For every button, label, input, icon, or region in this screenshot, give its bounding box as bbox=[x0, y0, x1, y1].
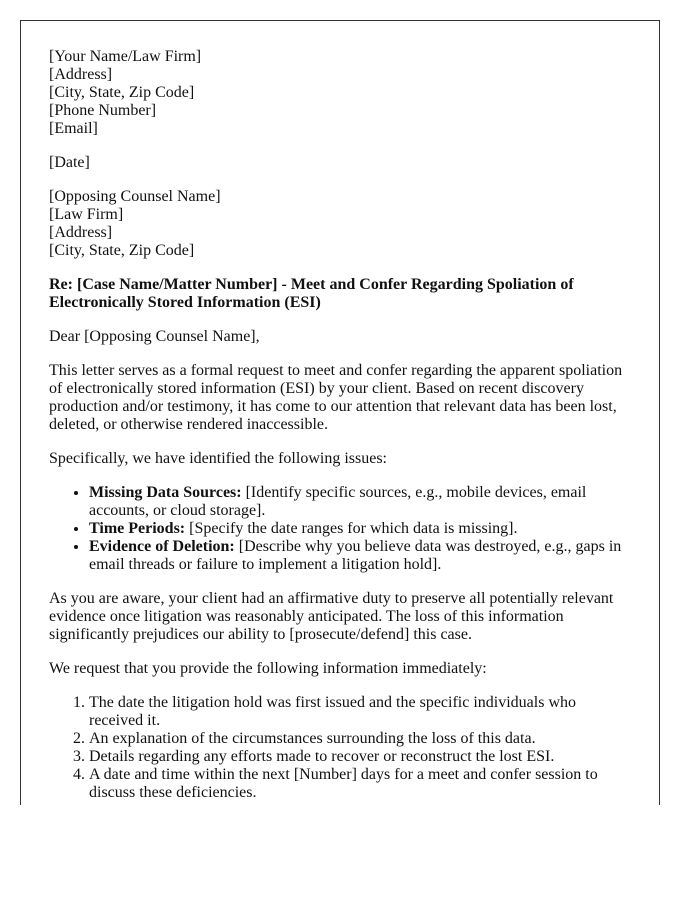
recipient-line: [Law Firm] bbox=[49, 206, 124, 223]
issue-text: [Describe why you believe data was destroyed, e.g., gaps in email threads or failure to implement a litigation hold]. bbox=[89, 538, 622, 573]
recipient-line: [City, State, Zip Code] bbox=[49, 242, 195, 259]
salutation: Dear [Opposing Counsel Name], bbox=[49, 328, 260, 345]
recipient-address bbox=[49, 188, 631, 260]
list-item: 2. An explanation of the circumstances surrounding the loss of this data. bbox=[89, 730, 631, 748]
issues-list bbox=[49, 484, 631, 574]
recipient-line: [Address] bbox=[49, 224, 113, 241]
issue-label: Evidence of Deletion: bbox=[89, 538, 235, 555]
list-item bbox=[89, 484, 631, 520]
letter-date: [Date] bbox=[49, 154, 90, 171]
issue-text: [Identify specific sources, e.g., mobile devices, email accounts, or cloud storage]. bbox=[89, 484, 587, 519]
list-item bbox=[89, 538, 631, 574]
sender-line: [Email] bbox=[49, 120, 98, 137]
issue-text: [Specify the date ranges for which data is missing]. bbox=[185, 520, 518, 537]
duty-paragraph: As you are aware, your client had an affirmative duty to preserve all potentially relevant evidence once litigation was reasonably anticipated. The loss of this information significantly prejudices our ability to [prosecute/defend] this case. bbox=[49, 590, 614, 643]
sender-line: [Phone Number] bbox=[49, 102, 157, 119]
subject-line: Re: [Case Name/Matter Number] - Meet and Confer Regarding Spoliation of Electronically Stored Information (ESI) bbox=[49, 276, 574, 311]
requests-list bbox=[49, 694, 631, 802]
intro-paragraph: This letter serves as a formal request to meet and confer regarding the apparent spoliation of electronically stored information (ESI) by your client. Based on recent discovery production and/or testimony, it has come to our attention that relevant data has been lost, deleted, or otherwise rendered inaccessible. bbox=[49, 362, 623, 433]
issue-label: Missing Data Sources: bbox=[89, 484, 242, 501]
sender-line: [Your Name/Law Firm] bbox=[49, 48, 202, 65]
recipient-line: [Opposing Counsel Name] bbox=[49, 188, 221, 205]
letter-page bbox=[20, 20, 660, 805]
sender-line: [Address] bbox=[49, 66, 113, 83]
issue-label: Time Periods: bbox=[89, 520, 186, 537]
list-item bbox=[89, 520, 631, 538]
list-item: 4. A date and time within the next [Number] days for a meet and confer session to discuss these deficiencies. bbox=[89, 766, 631, 802]
sender-line: [City, State, Zip Code] bbox=[49, 84, 195, 101]
issues-intro: Specifically, we have identified the following issues: bbox=[49, 450, 387, 467]
sender-address bbox=[49, 48, 631, 138]
requests-intro: We request that you provide the following information immediately: bbox=[49, 660, 487, 677]
list-item: 1. The date the litigation hold was first issued and the specific individuals who received it. bbox=[89, 694, 631, 730]
list-item: 3. Details regarding any efforts made to recover or reconstruct the lost ESI. bbox=[89, 748, 631, 766]
